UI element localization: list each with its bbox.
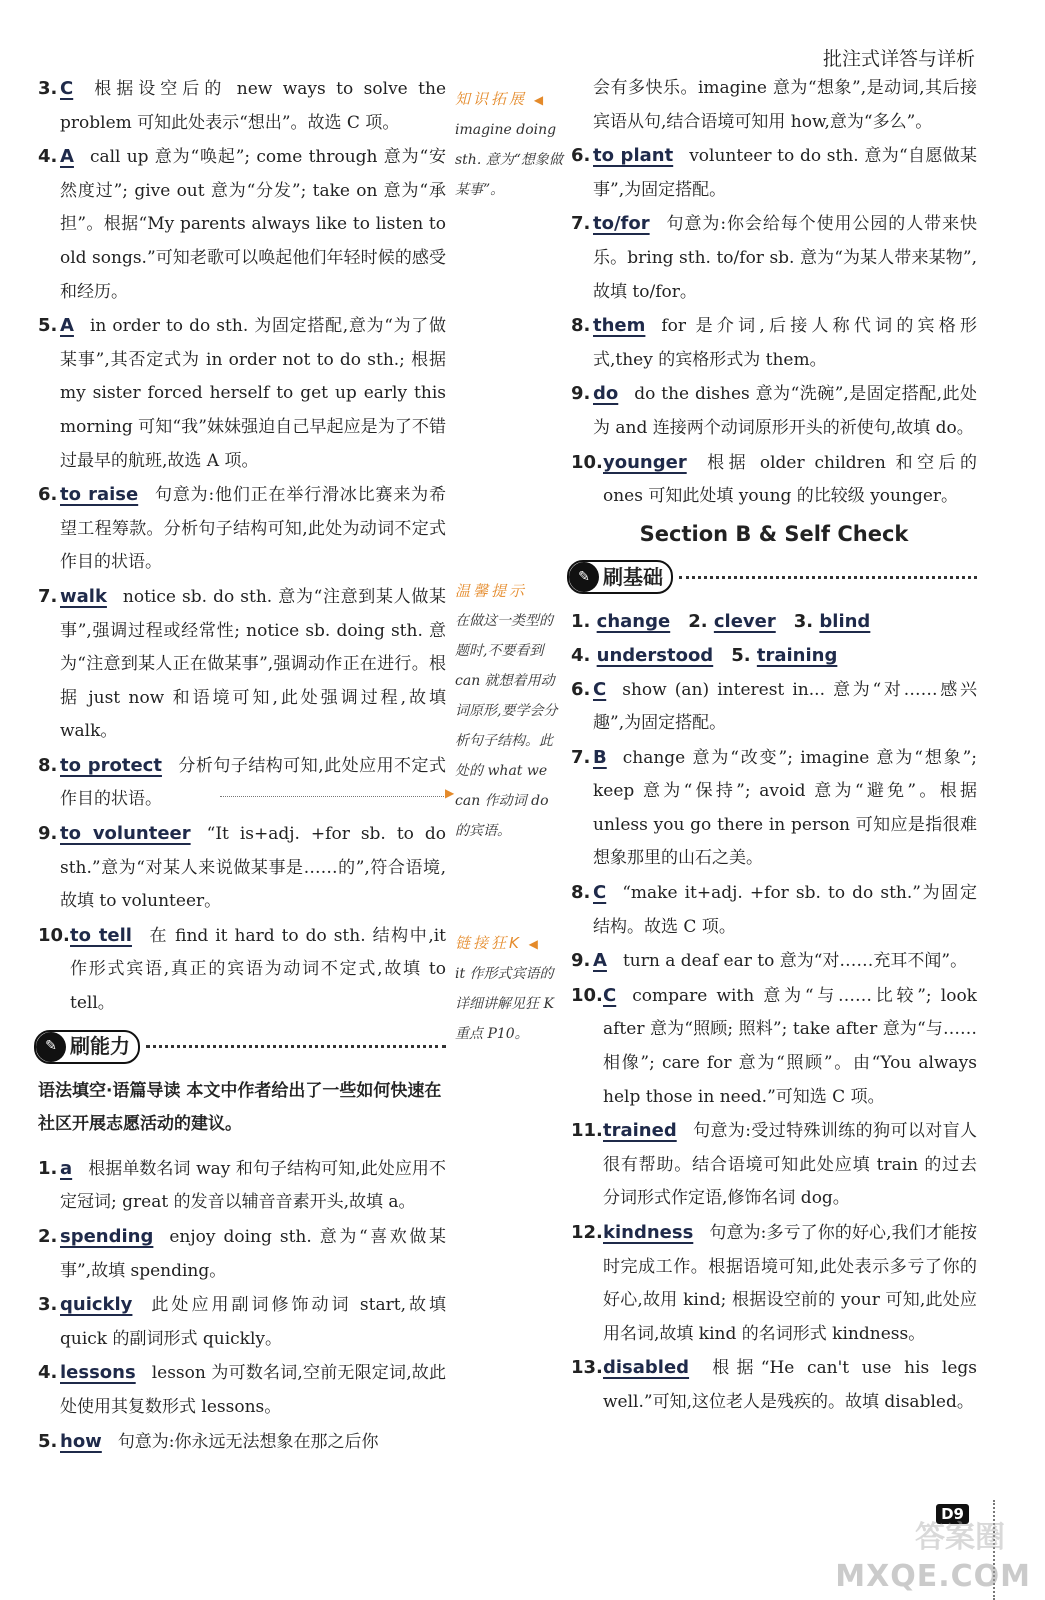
item-number: 11. [571, 1120, 603, 1142]
item-answer: C [593, 882, 607, 904]
side-note-body: it 作形式宾语的详细讲解见狂 K 重点 P10。 [455, 966, 554, 1042]
answer-item [38, 478, 446, 580]
answer-item [571, 673, 977, 741]
item-answer: understood [596, 644, 714, 666]
item-explanation: do the dishes 意为“洗碗”,是固定搭配,此处为 and 连接两个动词原形开头的祈使句,故填 do。 [593, 384, 977, 438]
answer-line [571, 639, 977, 673]
item-number: 7. [571, 746, 591, 768]
answer-item [38, 72, 446, 140]
answer-item [571, 1351, 977, 1419]
item-answer: to plant [593, 145, 674, 167]
section-banner [567, 557, 977, 597]
banner-dotted-rule [679, 576, 977, 579]
side-note-title [455, 84, 563, 115]
item-explanation: 根据单数名词 way 和句子结构可知,此处应用不定冠词; great 的发音以辅音音素开头,故填 a。 [60, 1158, 446, 1213]
answer-item [38, 919, 446, 1021]
page-header: 批注式详答与详析 [822, 48, 975, 70]
right-column [571, 72, 977, 1420]
item-answer: A [60, 146, 74, 168]
answer-item [571, 876, 977, 944]
item-answer: to tell [70, 924, 132, 946]
item-answer: trained [603, 1120, 677, 1142]
answer-item [571, 139, 977, 207]
banner-badge [34, 1030, 140, 1064]
side-note-body: 在做这一类型的题时,不要看到 can 就想着用动词原形,要学会分析句子结构。此处的 what we can 作动词 do 的宾语。 [455, 613, 558, 839]
item-answer: A [60, 315, 74, 337]
arrow-icon: ◀ [527, 93, 547, 107]
section-title: Section B & Self Check [639, 521, 909, 546]
item-answer: blind [819, 611, 871, 633]
item-explanation: 在 find it hard to do sth. 结构中,it 作形式宾语,真正的宾语为动词不定式,故填 to tell。 [70, 925, 446, 1014]
banner-badge [567, 560, 673, 594]
item-explanation: 会有多快乐。imagine 意为“想象”,是动词,其后接宾语从句,结合语境可知用 how,意为“多么”。 [593, 78, 977, 132]
item-number: 6. [571, 145, 591, 167]
item-number: 1. [38, 1157, 58, 1179]
item-number: 7. [571, 213, 591, 235]
reading-guide-text: 本文中作者给出了一些如何快速在社区开展志愿活动的建议。 [38, 1080, 442, 1135]
item-explanation: call up 意为“唤起”; come through 意为“安然度过”; give out 意为“分发”; take on 意为“承担”。根据“My parents always like to listen to old songs.”可知老歌可以唤起他们年轻时候的感受和经历。 [60, 147, 446, 302]
item-number: 4. [571, 644, 591, 666]
item-number: 12. [571, 1222, 603, 1243]
answer-item [38, 817, 446, 919]
item-answer: disabled [603, 1357, 690, 1379]
item-answer: to raise [60, 484, 139, 506]
item-answer: a [60, 1157, 73, 1179]
item-answer: A [593, 950, 607, 972]
answer-item [571, 309, 977, 377]
item-explanation: 句意为:受过特殊训练的狗可以对盲人很有帮助。结合语境可知此处应填 train 的过去分词形式作定语,修饰名词 dog。 [603, 1121, 977, 1209]
item-answer: kindness [603, 1222, 694, 1243]
item-explanation: compare with 意为“与……比较”; look after 意为“照顾; 照料”; take after 意为“与……相像”; care for 意为“照顾”。由“You always help those in need.”可知选 C 项。 [603, 985, 977, 1107]
answer-item [38, 749, 446, 817]
answer-item [571, 72, 977, 139]
item-explanation: show (an) interest in... 意为“对……感兴趣”,为固定搭配。 [593, 679, 977, 734]
item-number: 1. [571, 611, 591, 633]
pen-icon: ✎ [36, 1032, 66, 1062]
item-answer: quickly [60, 1294, 133, 1316]
item-number: 2. [38, 1226, 58, 1247]
callout-arrow-icon: ▶ [445, 786, 455, 800]
item-number: 9. [571, 383, 591, 405]
answer-item [38, 1425, 446, 1460]
item-number: 9. [38, 823, 58, 845]
section-banner [34, 1027, 446, 1067]
item-answer: how [60, 1430, 102, 1452]
answer-item [571, 446, 977, 514]
answer-line [571, 605, 977, 639]
side-note [455, 576, 563, 846]
item-number: 6. [38, 484, 58, 506]
item-explanation: 句意为:他们正在举行滑冰比赛来为希望工程筹款。分析句子结构可知,此处为动词不定式作目的状语。 [60, 485, 446, 573]
side-note-title-text: 链接狂K [455, 934, 522, 952]
answer-item [38, 1152, 446, 1220]
item-answer: spending [60, 1226, 154, 1247]
banner-label: 刷基础 [603, 564, 663, 589]
banner-dotted-rule [146, 1045, 446, 1048]
item-number: 4. [38, 1362, 58, 1384]
item-explanation: 根据 older children 和空后的 ones 可知此处填 young 的比较级 younger。 [603, 452, 977, 507]
item-explanation: in order to do sth. 为固定搭配,意为“为了做某事”,其否定式为 in order not to do sth.; 根据 my sister forced herself to get up early this morning 可知“我”妹妹强迫自己早起应是为了不错过最早的航班,故选 A 项。 [60, 316, 446, 471]
item-explanation: enjoy doing sth. 意为“喜欢做某事”,故填 spending。 [60, 1227, 446, 1281]
answer-item [38, 309, 446, 478]
answer-item [38, 1356, 446, 1424]
item-number: 8. [571, 315, 591, 337]
item-number: 4. [38, 146, 58, 168]
item-explanation: lesson 为可数名词,空前无限定词,故此处使用其复数形式 lessons。 [60, 1363, 446, 1417]
banner-label: 刷能力 [70, 1033, 130, 1058]
item-answer: them [593, 315, 646, 337]
item-answer: to volunteer [60, 823, 191, 845]
item-number: 3. [38, 78, 58, 99]
item-answer: to/for [593, 213, 650, 235]
item-number: 5. [38, 315, 58, 337]
item-explanation: notice sb. do sth. 意为“注意到某人做某事”,强调过程或经常性; notice sb. doing sth. 意为“注意到某人正在做某事”,强调动作正在进行。根据 just now 和语境可知,此处强调过程,故填 walk。 [60, 586, 446, 742]
item-explanation: for 是介词,后接人称代词的宾格形式,they 的宾格形式为 them。 [593, 316, 977, 370]
callout-dotted-line [220, 796, 448, 797]
arrow-icon: ◀ [521, 937, 541, 951]
reading-guide-tag: 语法填空·语篇导读 [38, 1080, 181, 1101]
item-answer: clever [713, 611, 776, 633]
side-note [455, 928, 563, 1049]
item-number: 13. [571, 1357, 603, 1379]
item-number: 9. [571, 950, 591, 972]
item-answer: C [603, 984, 617, 1006]
answer-item [571, 377, 977, 445]
answer-item [571, 1114, 977, 1216]
item-number: 5. [38, 1430, 58, 1452]
item-explanation: 句意为:你永远无法想象在那之后你 [117, 1431, 379, 1452]
answer-item [38, 1220, 446, 1288]
item-number: 3. [38, 1294, 58, 1316]
item-number: 5. [731, 644, 751, 666]
item-number: 8. [38, 754, 58, 776]
item-answer: walk [60, 585, 107, 607]
item-answer: do [593, 383, 619, 405]
item-number: 10. [38, 924, 70, 946]
answer-item [571, 979, 977, 1114]
side-note-title-text: 温馨提示 [455, 582, 528, 600]
side-note-title-text: 知识拓展 [455, 90, 528, 108]
item-answer: B [593, 746, 607, 768]
item-answer: younger [603, 451, 687, 473]
item-explanation: 根据设空后的 new ways to solve the problem 可知此处表示“想出”。故选 C 项。 [60, 79, 446, 133]
item-number: 8. [571, 882, 591, 904]
item-explanation: 分析句子结构可知,此处应用不定式作目的状语。 [60, 755, 447, 810]
side-note-title [455, 576, 563, 606]
answer-item [571, 944, 977, 979]
left-column [38, 72, 446, 1459]
item-number: 10. [571, 451, 603, 473]
item-explanation: “make it+adj. +for sb. to do sth.”为固定结构。故选 C 项。 [593, 883, 977, 937]
item-number: 3. [793, 611, 814, 633]
item-explanation: “It is+adj. +for sb. to do sth.”意为“对某人来说做某事是……的”,符合语境,故填 to volunteer。 [60, 824, 446, 912]
side-note-body: imagine doing sth. 意为“想象做某事”。 [455, 122, 563, 198]
answer-item [571, 1216, 977, 1351]
item-explanation: 此处应用副词修饰动词 start,故填 quick 的副词形式 quickly。 [60, 1295, 446, 1349]
item-answer: change [596, 611, 671, 633]
side-note [455, 84, 563, 205]
answer-item [571, 741, 977, 876]
item-number: 7. [38, 585, 58, 607]
item-number: 10. [571, 984, 603, 1006]
item-explanation: 句意为:多亏了你的好心,我们才能按时完成工作。根据语境可知,此处表示多亏了你的好心,故用 kind; 根据设空前的 your 可知,此处应用名词,故填 kind 的名词形式 kindness。 [603, 1223, 977, 1344]
item-answer: C [593, 678, 607, 700]
item-explanation: 根据“He can't use his legs well.”可知,这位老人是残疾的。故填 disabled。 [603, 1358, 977, 1412]
item-answer: lessons [60, 1362, 136, 1384]
watermark-text: MXQE.COM [835, 1559, 1031, 1594]
item-answer: training [756, 644, 838, 666]
item-answer: to protect [60, 754, 162, 776]
answer-item [38, 140, 446, 309]
item-number: 6. [571, 678, 591, 700]
answer-item [571, 207, 977, 309]
side-note-title [455, 928, 563, 959]
watermark-logo: 答案圈 [915, 1520, 1005, 1555]
page-number: D9 [936, 1504, 969, 1524]
item-explanation: 句意为:你会给每个使用公园的人带来快乐。bring sth. to/for sb. 意为“为某人带来某物”,故填 to/for。 [593, 214, 977, 302]
reading-guide [38, 1075, 446, 1142]
item-number: 2. [688, 611, 708, 633]
item-explanation: change 意为“改变”; imagine 意为“想象”; keep 意为“保持”; avoid 意为“避免”。根据 unless you go there in person 可知应是指很难想象那里的山石之美。 [593, 747, 977, 869]
item-answer: C [60, 78, 74, 99]
answer-item [38, 1288, 446, 1356]
answer-item [38, 580, 446, 749]
pen-icon: ✎ [569, 562, 599, 592]
item-explanation: turn a deaf ear to 意为“对……充耳不闻”。 [622, 951, 968, 972]
item-explanation: volunteer to do sth. 意为“自愿做某事”,为固定搭配。 [593, 146, 978, 200]
